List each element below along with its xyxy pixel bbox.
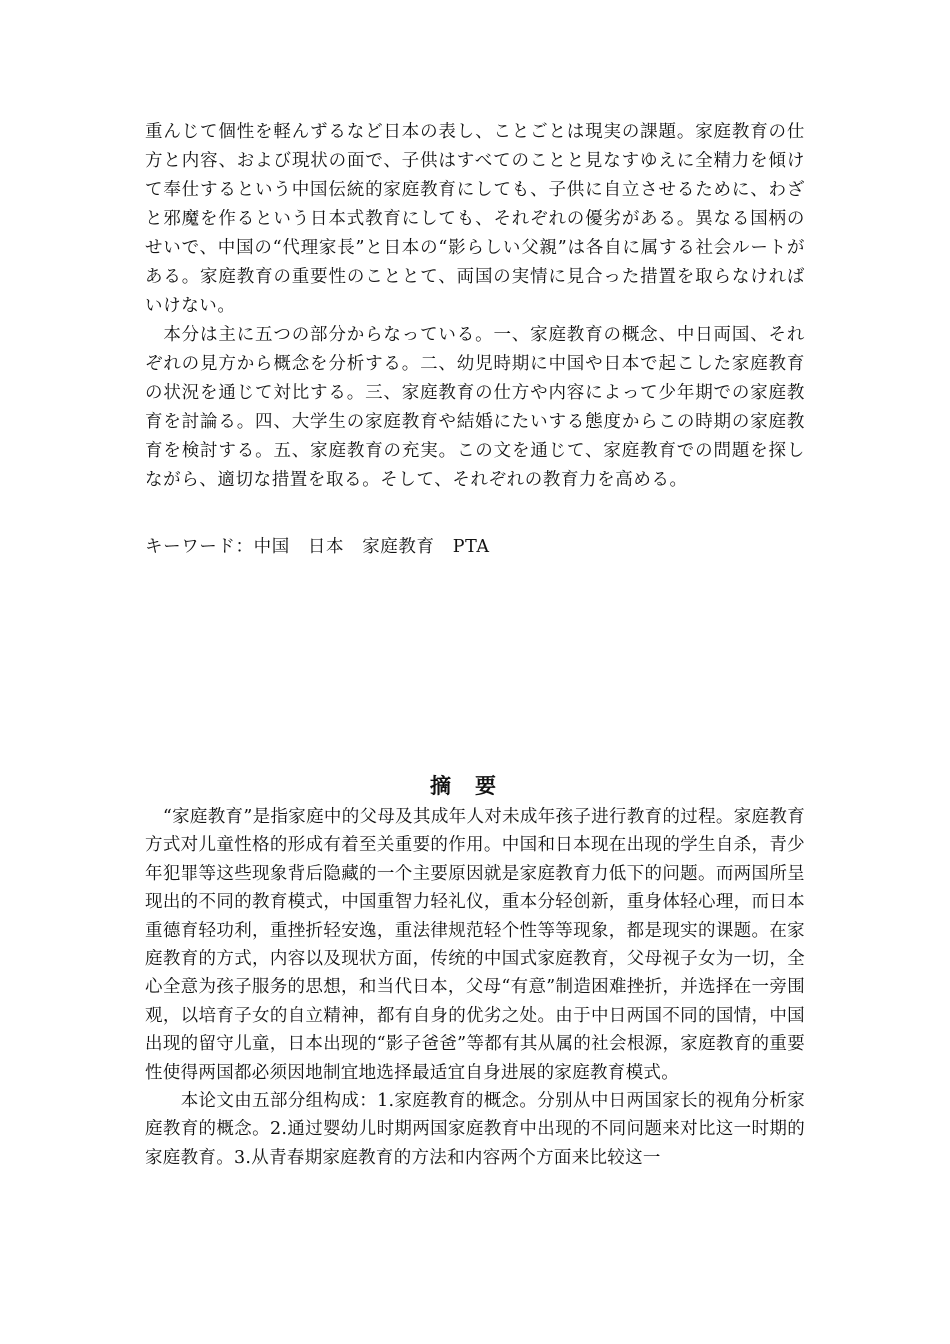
chinese-abstract: [145, 803, 805, 1172]
chinese-abstract-paragraph-1: “家庭教育”是指家庭中的父母及其成年人对未成年孩子进行教育的过程。家庭教育方式对儿童性格的形成有着至关重要的作用。中国和日本现在出现的学生自杀，青少年犯罪等这些现象背后隐藏的一个主要原因就是家庭教育力低下的问题。而两国所呈现出的不同的教育模式，中国重智力轻礼仪，重本分轻创新，重身体轻心理，而日本 重德育轻功利，重挫折轻安逸，重法律规范轻个性等等现象，都是现实的课题。在家庭教育的方式，内容以及现状方面，传统的中国式家庭教育，父母视子女为一切，全心全意为孩子服务的思想，和当代日本，父母“有意”制造困难挫折，并选择在一旁围观，以培育子女的自立精神，都有自身的优劣之处。由于中日两国不同的国情，中国出现的留守儿童，日本出现的“影子爸爸”等都有其从属的社会根源，家庭教育的重要性使得两国都必须因地制宜地选择最适宜自身进展的家庭教育模式。: [145, 807, 805, 1083]
japanese-abstract: [145, 118, 805, 562]
chinese-abstract-title: 摘要: [430, 773, 520, 798]
japanese-abstract-paragraph-1: 重んじて個性を軽んずるなど日本の表し、ことごとは現実の課題。家庭教育の仕方と内容、および現状の面で、子供はすべてのことと見なすゆえに全精力を傾けて奉仕するという中国伝統的家庭教育にしても、子供に自立させるために、わざと邪魔を作るという日本式教育にしても、それぞれの優劣がある。異なる国柄のせいで、中国の“代理家長”と日本の“影らしい父親”は各自に属する社会ルートがある。家庭教育の重要性のこととて、両国の実情に見合った措置を取らなければいけない。: [145, 122, 805, 316]
document-page: [145, 118, 805, 562]
japanese-abstract-paragraph-2: 本分は主に五つの部分からなっている。一、家庭教育の概念、中日両国、それぞれの見方から概念を分析する。二、幼児時期に中国や日本で起こした家庭教育の状況を通じて対比する。三、家庭教育の仕方や内容によって少年期での家庭教育を討論る。四、大学生の家庭教育や結婚にたいする態度からこの時期の家庭教育を検討する。五、家庭教育の充実。この文を通じて、家庭教育での問題を探しながら、適切な措置を取る。そして、それぞれの教育力を高める。: [145, 325, 805, 490]
chinese-abstract-paragraph-2: 本论文由五部分组构成：1.家庭教育的概念。分别从中日两国家长的视角分析家庭教育的概念。2.通过婴幼儿时期两国家庭教育中出现的不同问题来对比这一时期的家庭教育。3.从青春期家庭教育的方法和内容两个方面来比较这一: [145, 1091, 805, 1168]
japanese-keywords: キーワード：中国 日本 家庭教育 PTA: [145, 537, 490, 557]
